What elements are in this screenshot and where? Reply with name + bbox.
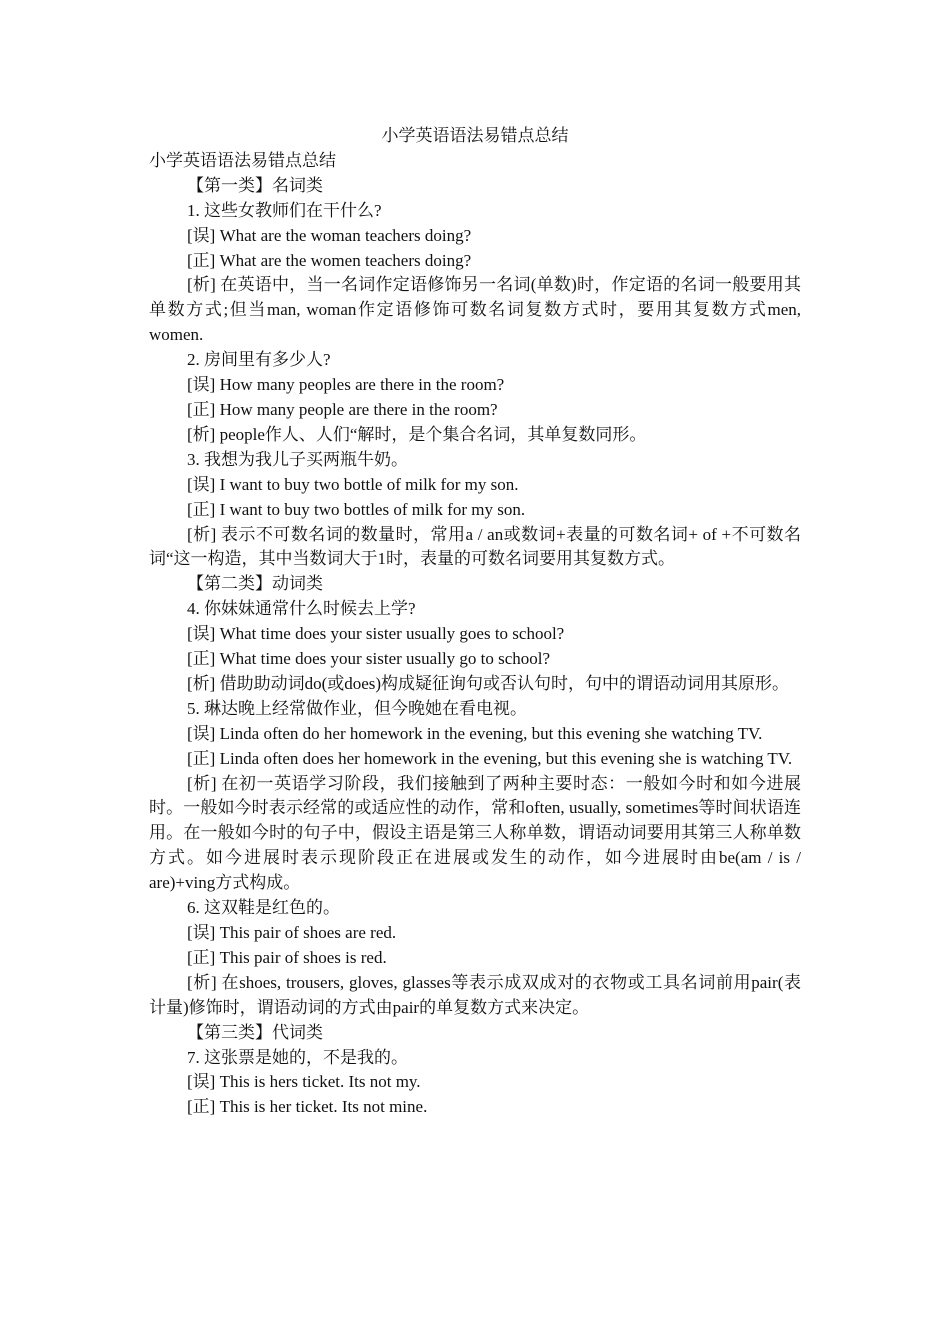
question-2: 2. 房间里有多少人? bbox=[187, 350, 331, 370]
section-heading-nouns: 【第一类】名词类 bbox=[187, 175, 323, 195]
correct-sentence-2: [正] How many people are there in the room? bbox=[187, 399, 498, 419]
analysis-3: [析] 表示不可数名词的数量时，常用a / an或数词+表量的可数名词+ of +不可数名词“这一构造，其中当数词大于1时，表量的可数名词要用其复数方式。 bbox=[149, 524, 801, 569]
question-5: 5. 琳达晚上经常做作业，但今晚她在看电视。 bbox=[187, 698, 527, 718]
wrong-sentence-1: [误] What are the woman teachers doing? bbox=[187, 225, 472, 245]
question-1: 1. 这些女教师们在干什么? bbox=[187, 200, 382, 220]
analysis-5: [析] 在初一英语学习阶段，我们接触到了两种主要时态：一般如今时和如今进展时。一般如今时表示经常的或适应性的动作，常和often, usually, sometimes等时间状语连用。在一般如今时的句子中，假设主语是第三人称单数，谓语动词要用其第三人称单数方式。如今进展时表示现阶段正在进展或发生的动作，如今进展时由be(am / is / are)+ving方式构成。 bbox=[149, 773, 801, 893]
question-4: 4. 你妹妹通常什么时候去上学? bbox=[187, 599, 416, 619]
document-title: 小学英语语法易错点总结 bbox=[381, 126, 569, 145]
wrong-sentence-2: [误] How many peoples are there in the room? bbox=[187, 375, 505, 395]
correct-sentence-3: [正] I want to buy two bottles of milk for my son. bbox=[187, 499, 526, 519]
analysis-2: [析] people作人、人们“解时，是个集合名词，其单复数同形。 bbox=[187, 424, 647, 444]
wrong-sentence-4: [误] What time does your sister usually goes to school? bbox=[187, 624, 565, 644]
analysis-6: [析] 在shoes, trousers, gloves, glasses等表示成双成对的衣物或工具名词前用pair(表计量)修饰时，谓语动词的方式由pair的单复数方式来决定。 bbox=[149, 972, 801, 1017]
question-6: 6. 这双鞋是红色的。 bbox=[187, 898, 340, 918]
question-7: 7. 这张票是她的，不是我的。 bbox=[187, 1047, 408, 1067]
correct-sentence-1: [正] What are the women teachers doing? bbox=[187, 250, 472, 270]
wrong-sentence-7: [误] This is hers ticket. Its not my. bbox=[187, 1072, 421, 1092]
document-subtitle: 小学英语语法易错点总结 bbox=[149, 150, 336, 170]
question-3: 3. 我想为我儿子买两瓶牛奶。 bbox=[187, 449, 408, 469]
document-page bbox=[149, 124, 801, 1120]
section-heading-verbs: 【第二类】动词类 bbox=[187, 574, 323, 594]
wrong-sentence-6: [误] This pair of shoes are red. bbox=[187, 923, 397, 942]
wrong-sentence-5: [误] Linda often do her homework in the evening, but this evening she watching TV. bbox=[187, 723, 763, 743]
analysis-1: [析] 在英语中，当一名词作定语修饰另一名词(单数)时，作定语的名词一般要用其单数方式;但当man, woman作定语修饰可数名词复数方式时，要用其复数方式men, women. bbox=[149, 275, 801, 345]
analysis-4: [析] 借助助动词do(或does)构成疑征询句或否认句时，句中的谓语动词用其原形。 bbox=[187, 673, 790, 693]
section-heading-pronouns: 【第三类】代词类 bbox=[187, 1022, 323, 1042]
correct-sentence-7: [正] This is her ticket. Its not mine. bbox=[187, 1097, 428, 1117]
correct-sentence-6: [正] This pair of shoes is red. bbox=[187, 947, 387, 967]
correct-sentence-5: [正] Linda often does her homework in the evening, but this evening she is watching TV. bbox=[187, 748, 793, 768]
correct-sentence-4: [正] What time does your sister usually go to school? bbox=[187, 649, 551, 669]
wrong-sentence-3: [误] I want to buy two bottle of milk for my son. bbox=[187, 474, 519, 494]
